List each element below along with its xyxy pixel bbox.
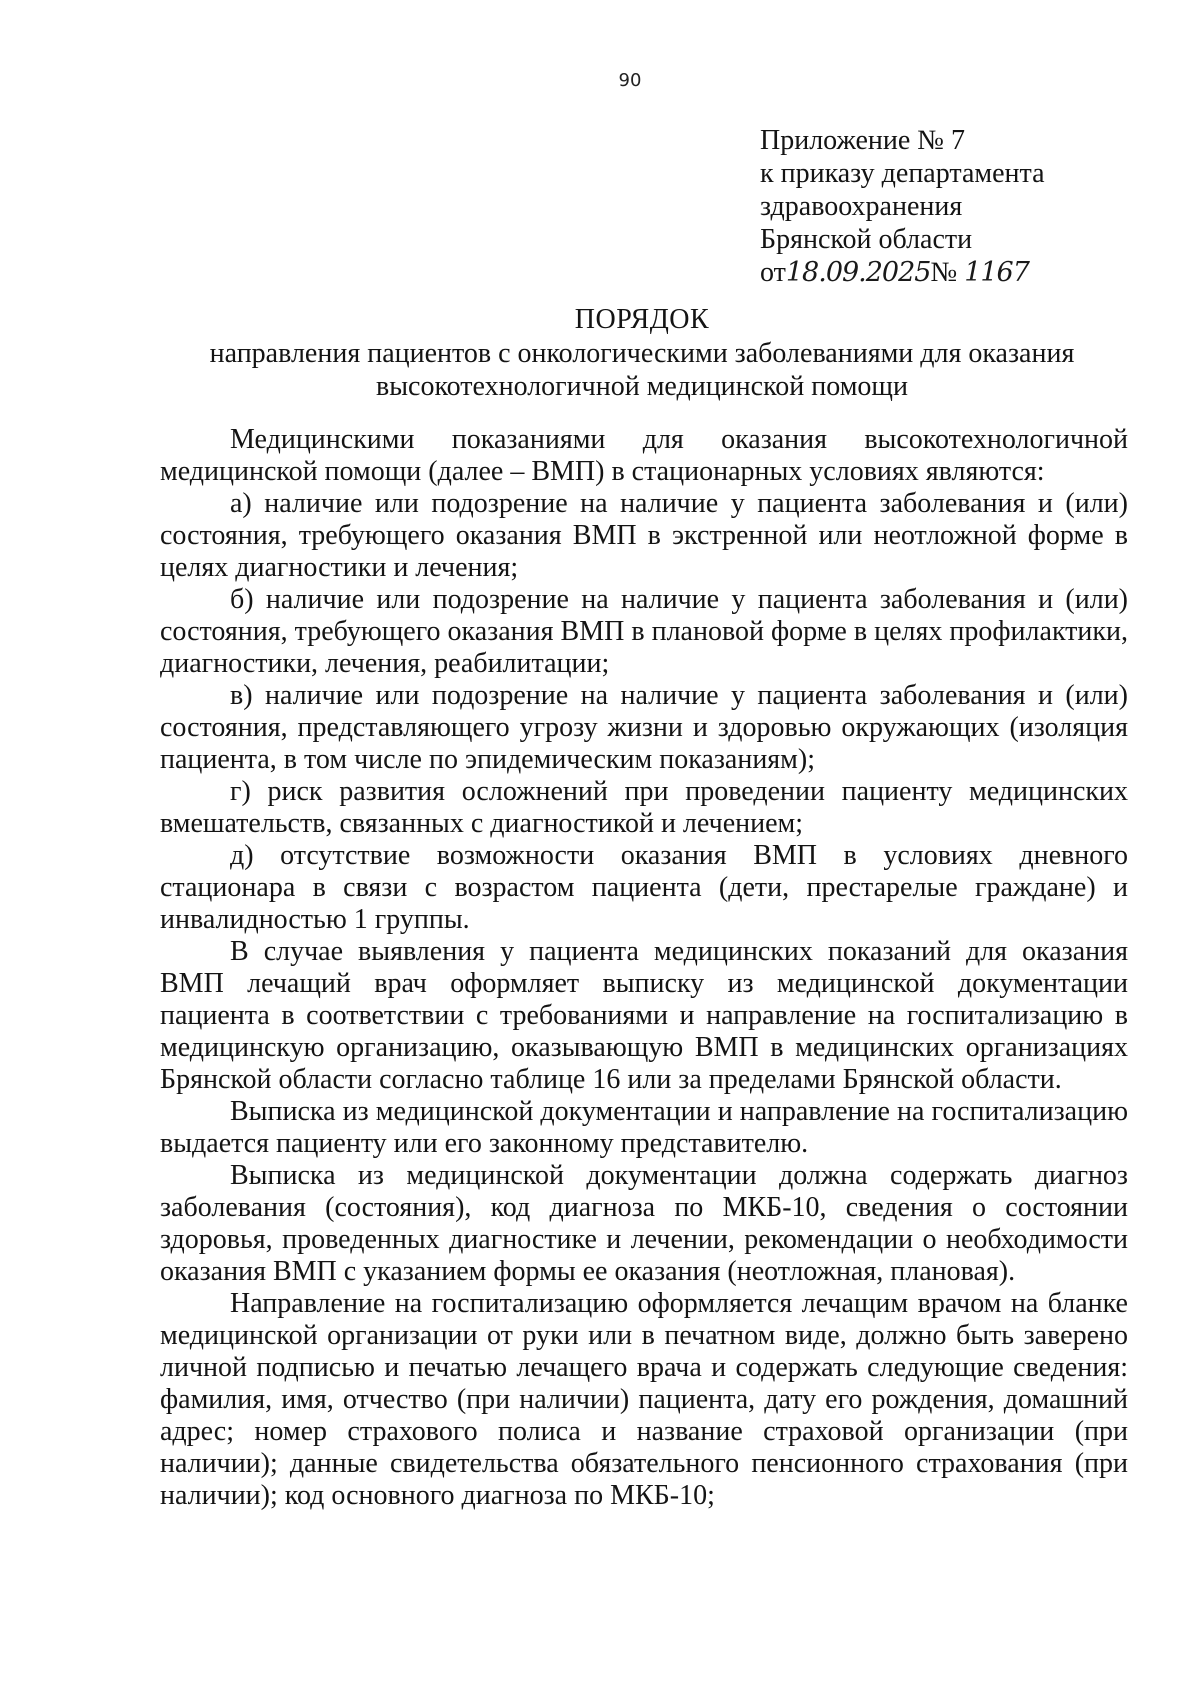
appendix-line-4: Брянской области [760, 224, 973, 255]
paragraph-item-d: д) отсутствие возможности оказания ВМП в условиях дневного стационара в связи с возрастом пациента (дети, престарелые граждане) и инвалидностью 1 группы. [160, 840, 1128, 935]
paragraph-referral-case: В случае выявления у пациента медицинских показаний для оказания ВМП лечащий врач оформляет выписку из медицинской документации пациента в соответствии с требованиями и направление на госпитализацию в медицинскую организацию, оказывающую ВМП в медицинских организациях Брянской области согласно таблице 16 или за пределами Брянской области. [160, 936, 1128, 1095]
paragraph-item-a: а) наличие или подозрение на наличие у пациента заболевания и (или) состояния, требующего оказания ВМП в экстренной или неотложной форме в целях диагностики и лечения; [160, 488, 1128, 583]
document-title: ПОРЯДОК [574, 304, 710, 335]
document-body [160, 424, 1128, 1512]
appendix-line-3: здравоохранения [760, 191, 963, 222]
date-prefix: от [760, 257, 786, 288]
paragraph-extract-issuance: Выписка из медицинской документации и направление на госпитализацию выдается пациенту или его законному представителю. [160, 1096, 1128, 1159]
paragraph-item-b: б) наличие или подозрение на наличие у пациента заболевания и (или) состояния, требующего оказания ВМП в плановой форме в целях профилактики, диагностики, лечения, реабилитации; [160, 584, 1128, 679]
order-date-line [760, 256, 1045, 289]
handwritten-date: 18.09.2025 [785, 257, 931, 288]
paragraph-item-g: г) риск развития осложнений при проведении пациенту медицинских вмешательств, связанных с диагностикой и лечением; [160, 776, 1128, 839]
paragraph-item-v: в) наличие или подозрение на наличие у пациента заболевания и (или) состояния, представляющего угрозу жизни и здоровью окружающих (изоляция пациента, в том числе по эпидемическим показаниям); [160, 680, 1128, 775]
handwritten-order-number: 1167 [964, 257, 1029, 288]
appendix-line-1: Приложение № 7 [760, 125, 965, 156]
document-subtitle-line-1: направления пациентов с онкологическими заболеваниями для оказания [209, 338, 1075, 369]
document-subtitle-line-2: высокотехнологичной медицинской помощи [376, 371, 908, 402]
page-number: 90 [618, 70, 642, 91]
appendix-line-2: к приказу департамента [760, 158, 1045, 189]
paragraph-extract-content: Выписка из медицинской документации должна содержать диагноз заболевания (состояния), код диагноза по МКБ-10, сведения о состоянии здоровья, проведенных диагностике и лечении, рекомендации о необходимости оказания ВМП с указанием формы ее оказания (неотложная, плановая). [160, 1160, 1128, 1287]
paragraph-referral-form: Направление на госпитализацию оформляется лечащим врачом на бланке медицинской организации от руки или в печатном виде, должно быть заверено личной подписью и печатью лечащего врача и содержать следующие сведения: фамилия, имя, отчество (при наличии) пациента, дату его рождения, домашний адрес; номер страхового полиса и название страховой организации (при наличии); данные свидетельства обязательного пенсионного страхования (при наличии); код основного диагноза по МКБ-10; [160, 1288, 1128, 1511]
paragraph-indications-intro: Медицинскими показаниями для оказания высокотехнологичной медицинской помощи (далее – ВМП) в стационарных условиях являются: [160, 424, 1128, 487]
number-prefix: № [930, 257, 958, 288]
document-title-block [160, 303, 1124, 403]
appendix-header [760, 124, 1045, 289]
